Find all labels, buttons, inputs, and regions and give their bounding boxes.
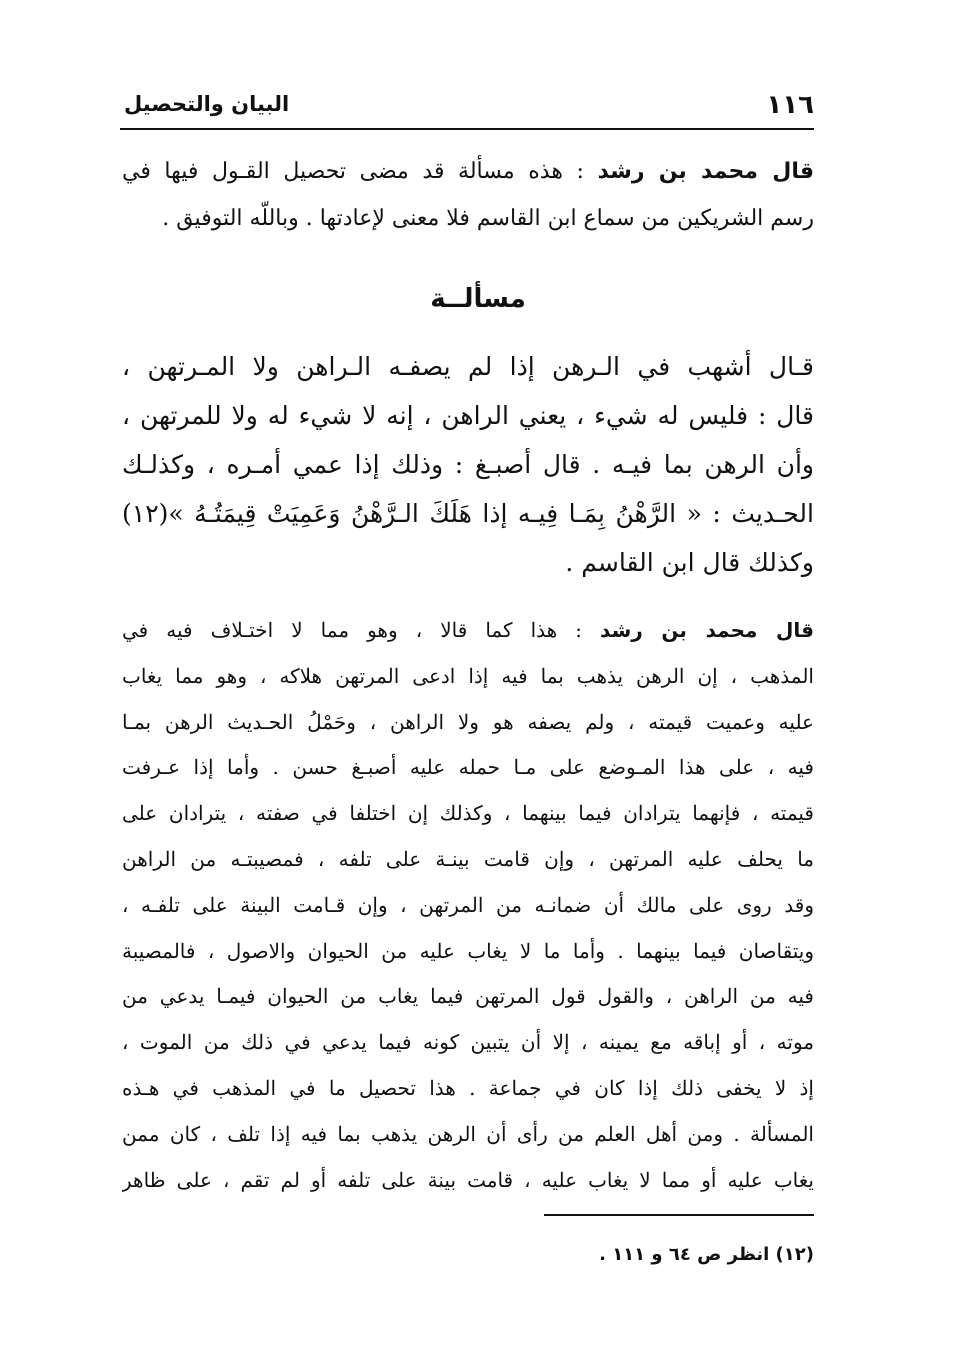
commentary-paragraph-2 xyxy=(122,608,814,1203)
text-line: وأن الرهن بما فيـه . قال أصبـغ : وذلك إذا عمي أمـره ، وكذلـك xyxy=(122,450,814,479)
page-header xyxy=(120,88,814,130)
text-line: قيمته ، فإنهما يترادان فيما بينهما ، وكذلك إن اختلفا في صفته ، يترادان على xyxy=(122,801,814,826)
text-line: قال : فليس له شيء ، يعني الراهن ، إنه لا شيء له ولا للمرتهن ، xyxy=(122,401,814,430)
question-paragraph xyxy=(122,342,814,587)
text-line: ما يحلف عليه المرتهن ، وإن قامت بينـة على تلفه ، فمصيبتـه من الراهن xyxy=(122,846,814,871)
text-line: فيه من الراهن ، والقول قول المرتهن فيما يغاب من الحيوان فيمـا يدعي من xyxy=(122,984,814,1009)
section-title: مسألــة xyxy=(430,284,526,314)
footnote-separator xyxy=(544,1214,814,1216)
text-line xyxy=(122,608,814,654)
text-line: موته ، أو إباقه مع يمينه ، إلا أن يتبين كونه فيما يدعي في ذلك من الموت ، xyxy=(122,1030,814,1055)
text-line: قـال أشهب في الـرهن إذا لم يصفـه الـراهن ولا المـرتهن ، xyxy=(122,352,814,381)
text-line: وقد روى على مالك أن ضمانـه من المرتهن ، وإن قـامت البينة على تلفـه ، xyxy=(122,892,814,917)
text-line: المسألة . ومن أهل العلم من رأى أن الرهن يذهب بما فيه إذا تلف ، كان ممن xyxy=(122,1121,814,1146)
line-text: : هذا كما قالا ، وهو مما لا اختـلاف فيه في xyxy=(122,618,601,642)
commentary-paragraph-1 xyxy=(122,148,814,242)
footnote: (١٢) انظر ص ٦٤ و ١١١ . xyxy=(599,1244,814,1265)
text-line: رسم الشريكين من سماع ابن القاسم فلا معنى لإعادتها . وباللّه التوفيق . xyxy=(162,206,814,231)
page-number: ١١٦ xyxy=(766,90,814,120)
running-title: البيان والتحصيل xyxy=(124,92,290,116)
text-line xyxy=(122,148,814,195)
text-line: ويتقاصان فيما بينهما . وأما ما لا يغاب عليه من الحيوان والاصول ، فالمصيبة xyxy=(122,938,814,963)
speaker-label: قال محمد بن رشد xyxy=(600,618,814,642)
text-line: الحـديث : « الرَّهْنُ بِمَـا فِيـه إذا هَلَكَ الـرَّهْنُ وَعَمِيَتْ قِيمَتُـهُ »(١٢) xyxy=(122,499,814,528)
text-line: وكذلك قال ابن القاسم . xyxy=(565,548,814,577)
line-text: : هذه مسألة قد مضى تحصيل القـول فيها في xyxy=(122,159,598,184)
text-line: فيه ، على هذا المـوضع على مـا حمله عليه أصبـغ حسن . وأما إذا عـرفت xyxy=(122,755,814,780)
text-line: يغاب عليه أو مما لا يغاب عليه ، قامت بينة على تلفه أو لم تقم ، على ظاهر xyxy=(122,1167,814,1192)
text-line: عليه وعميت قيمته ، ولم يصفه هو ولا الراهن ، وحَمْلُ الحـديث الرهن بمـا xyxy=(122,709,814,734)
text-line: المذهب ، إن الرهن يذهب بما فيه إذا ادعى المرتهن هلاكه ، وهو مما يغاب xyxy=(122,663,814,688)
speaker-label: قال محمد بن رشد xyxy=(597,159,814,184)
text-line: إذ لا يخفى ذلك إذا كان في جماعة . هذا تحصيل ما في المذهب في هـذه xyxy=(122,1075,814,1100)
